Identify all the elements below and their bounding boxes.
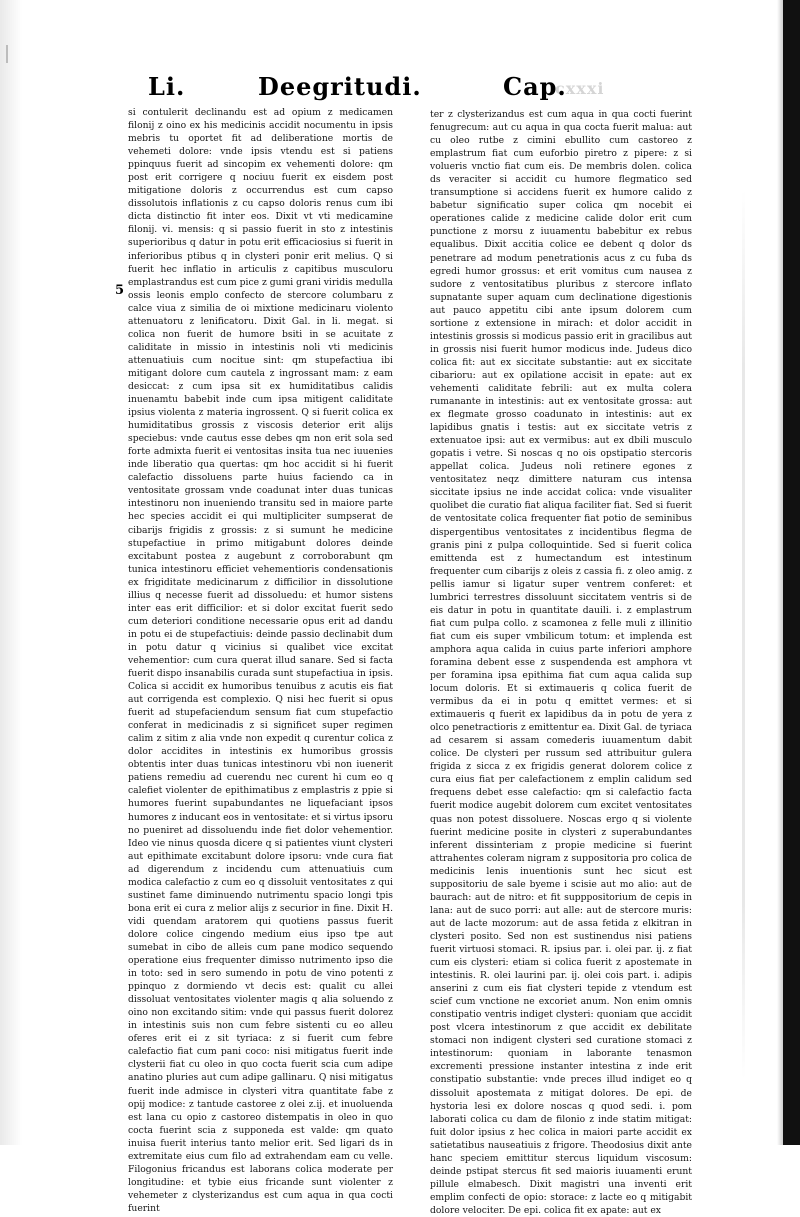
page-edge (783, 0, 800, 1145)
text-column-right (430, 108, 692, 1216)
folio-number: Li. (148, 72, 186, 101)
fold-shadow (742, 190, 745, 1080)
text-column-left (128, 106, 393, 1214)
column-left-text: si contulerit declinandu est ad opium z medicamen filonij z oino ex his medicinis accidit nocumentu in ipsis mebris tu oportet fit ad deliberatione mortis de vehemeti dolore: vnde ipsis vtendu est si patiens ppinquus fuerit ad sincopim ex vehementi dolore: qm post erit corrigere q nociuu fuerit ex eisdem post mitigatione doloris z occurrendus est cum capso dissolutois inflationis z cu capso doloris renus cum ibi dicta distinctio fit inter eos. Dixit vt vti medicamine filonij. vi. mensis: q si passio fuerit in sto z intestinis superioribus q datur in potu erit efficaciosius si fuerit in inferioribus ptibus q in clysteri ponir erit melius. Q si fuerit hec inflatio in articulis z capitibus musculoru emplastrandus est cum pice z gumi grani viridis medulla ossis leonis emplo confecto de stercore columbaru z calce viua z similia de oi mixtione medicinaru violento attenuatoru z lenificatoru. Dixit Gal. in li. megat. si colica non fuerit de humore bsiti in se acuitate z caliditate in missio in intestinis noli vti medicinis attenuatiuis cum nocitue sint: qm stupefactiua ibi mitigant dolore cum cautela z ingrossant mam: z eam desiccat: z cum ipsa sit ex humiditatibus calidis inuenamtu babebit inde cum ipsa mitigent caliditate ipsius violenta z materia ingrossent. Q si fuerit colica ex humiditatibus grossis z viscosis deterior erit alijs speciebus: vnde cautus esse debes qm non erit sola sed forte admixta fuerit ei ventositas insita tua nec iuuenies inde liberatio qua quertas: qm hoc accidit si hi fuerit calefactio dissoluens parte huius faciendo ca in ventositate grossam vnde coadunat inter duas tunicas intestinoru non inueniendo transitu sed in maiore parte hec species accidit ei qui multipliciter sumpserat de cibarijs frigidis z grossis: z si sumunt he medicine stupefactiue in primo mitigabunt dolores deinde excitabunt postea z augebunt z corroborabunt qm tunica intestinoru efficiet vehementioris condensationis ex frigiditate medicinarum z difficilior in dissolutione illius q necesse fuerit ad dissoluedu: et humor sistens inter eas erit difficilior: et si dolor excitat fuerit sedo cum deteriori conditione necessarie opus erit ad dandu in potu ei de stupefactiuis: deinde passio declinabit dum in potu datur q vicinius si qualibet vice excitat vehementior: cum cura querat illud sanare. Sed si facta fuerit dispo insanabilis curada sunt stupefactiua in ipsis. Colica si accidit ex humoribus tenuibus z acutis eis fiat aut corrigenda est complexio. Q nisi hec fuerit si opus fuerit ad stupefaciendum sensum fiat cum stupefactio conferat in medicinadis z si significet super regimen calim z sitim z alia vnde non expedit q curentur colica z dolor accidites in intestinis ex humoribus grossis obtentis inter duas tunicas intestinoru vbi non iuenerit patiens remediu ad cuerendu nec curent hi cum eo q calefiet violenter de epithimatibus z emplastris z ppie si humores fuerint supabundantes ne liquefaciant ipsos humores z inducant eos in ventositate: et si virtus ipsoru no pueniret ad dissoluendu inde fiet dolor vehementior. Ideo vie ninus quosda dicere q si patientes viunt clysteri aut epithimate excitabunt dolore ipsoru: vnde cura fiat ad digerendum z incidendu cum attenuatiuis cum modica calefactio z cum eo q dissoluit ventositates z qui sustinet fame diminuendo nutrimentu spacio longi tpis bona erit ei cura z melior alijs z securior in fine. Dixit H. vidi quendam aratorem qui quotiens passus fuerit dolore colice cingendo medium eius ipso tpe aut sumebat in cibo de alleis cum pane modico sequendo operatione eius frequenter dimisso nutrimento ipso die in toto: sed in sero sumendo in potu de vino potenti z ppinquo z dormiendo vt decis est: qualit cu allei dissoluat ventositates violenter magis q alia soluendo z oino non excitando sitim: vnde qui passus fuerit dolorez in intestinis suis non cum febre sistenti cu eo alleu oferes erit ei z sit tyriaca: z si fuerit cum febre calefactio fiat cum pani coco: nisi mitigatus fuerit inde clysterii fiat cu oleo in quo cocta fuerit scia cum adipe anatino pluries aut cum adipe gallinaru. Q nisi mitigatus fuerit inde admisce in clysteri vitra quantitate fabe z opij modice: z tantude castoree z olei z.ij. et inuoluenda est lana cu opio z castoreo distempatis in oleo in quo cocta fuerint scia z supponeda est valde: qm quato inuisa fuerit interius tanto melior erit. Sed ligari ds in extremitate eius cum filo ad extrahendam eam cu velle. Filogonius fricandus est laborans colica moderate per longitudine: et tybie eius fricande sunt violenter z vehemeter z clysterizandus est cum aqua in qua cocti fuerint (128, 107, 393, 1214)
chapter-marker: Cap. (503, 72, 567, 101)
column-right-text: ter z clysterizandus est cum aqua in qua cocti fuerint fenugrecum: aut cu aqua in qua cocta fuerit malua: aut cu oleo rutbe z cimini ebullito cum castoreo z emplastrum fiat cum euforbio piretro z pipere: z si volueris vnctio fiat cum eis. De membris dolen. colica ds veraciter si accidit cu humore flegmatico sed transumptione si accidens fuerit ex humore calido z babetur significatio super colica qm nocebit ei operationes calide z medicine calide dolor erit cum punctione z morsu z iuuamentu babebitur ex rebus equalibus. Dixit accitia colice ee debent q dolor ds penetrare ad modum penetrationis acus z cu fuba ds egredi humor grossus: et erit vomitus cum nausea z sudore z ventositatibus pluribus z stercore inflato supnatante super aquam cum declinatione digestionis aut pauco appetitu cibi ante ipsum dolorem cum sortione z extensione in mirach: et dolor accidit in intestinis grossis si modicus passio erit in gracilibus aut in grossis nisi fuerit humor modicus inde. Judeus dico colica fit: aut ex siccitate substantie: aut ex siccitate cibarioru: aut ex opilatione accisit in epate: aut ex vehementi caliditate febrili: aut ex multa colera rumanante in intestinis: aut ex ventositate grossa: aut ex flegmate grosso coadunato in intestinis: aut ex lapidibus gnatis i testis: aut ex siccitate vetris z extenuatoe ipsi: aut ex vermibus: aut ex dbili musculo gopatis i vetre. Si noscas q no ois opstipatio stercoris appellat colica. Judeus noli retinere egones z ventositatez neqz dimittere naturam cus intensa siccitate ipsius ne inde accidat colica: vnde visualiter quolibet die curatio fiat aliqua faciliter fiat. Sed si fuerit de ventositate colica frequenter fiat potio de seminibus dispergentibus ventositates z incidentibus flegma de granis pini z pulpa colloquintide. Sed si fuerit colica emittenda est z humectandum est intestinum frequenter cum cibarijs z oleis z cassia fi. z oleo amig. z pellis iamur si ligatur super ventrem conferet: et lumbrici terrestres dissoluunt siccitatem ventris si de eis datur in potu in quantitate dauili. i. z emplastrum fiat cum pulpa collo. z scamonea z felle muli z illinitio fiat cum eis super vmbilicum totum: et implenda est amphora aqua calida in cuius parte inferiori amphore foramina debent esse z suspendenda est amphora vt per foramina ipsa epithima fiat cum aqua calida sup locum doloris. Et si extimaueris q colica fuerit de vermibus da ei in potu q emittet vermes: et si extimaueris q fuerit ex lapidibus da in potu de yera z olco penetractioris z emittentur ea. Dixit Gal. de tyriaca ad cesarem si assam comederis iuuamentum dabit colice. De clysteri per russum sed attribuitur gulera frigida z sicca z ex frigidis generat dolorem colice z cura eius fiat per calefactionem z emplin calidum sed frequens debet esse calefactio: qm si calefactio facta fuerit modice augebit dolorem cum excitet ventositates quas non potest dissoluere. Noscas ergo q si violente fuerint medicine posite in clysteri z superabundantes inferent dissinteriam z propie medicine si fuerint attrahentes coleram nigram z suppositoria pro colica de medicinis lenis inuentionis sunt hec sicut est suppositoriu de sale byeme i scisie aut mo alio: aut de baurach: aut de nitro: et fit supppositorium de cepis in lana: aut de suco porri: aut alle: aut de stercore muris: aut de lacte mozorum: aut de assa fetida z elkitran in clysteri posito. Sed non est sustinendus nisi patiens fuerit virtuosi stomaci. R. ipsius par. i. olei par. ij. z fiat cum eis clysteri: etiam si colica fuerit z apostemate in intestinis. R. olei laurini par. ij. olei cois part. i. adipis anserini z cum eis fiat clysteri tepide z vtendum est scief cum vnctione ne excoriet anum. Non enim omnis constipatio ventris indiget clysteri: quoniam que accidit post vlcera intestinorum z que accidit ex debilitate stomaci non indigent clysteri sed curatione stomaci z intestinorum: quoniam in laborante tenasmon excrementi pressione instanter intestina z inde erit constipatio substantie: vnde preces illud indiget eo q dissoluit apostemata z mitigat dolores. De epi. de hystoria lesi ex dolore noscas q quod sedi. i. pom laborati colica cu dam de filonio z inde statim mitigat: fuit dolor ipsius z hec colica in maiori parte accidit ex satietatibus nauseatiuis z frigore. Theodosius dixit ante hanc speciem emittitur stercus liquidum viscosum: deinde pstipat stercus fit sed maioris iuuamenti erunt pillule elmabesch. Dixit magistri una inventi erit emplim confecti de opio: storace: z lacte eo q mitigabit dolore velociter. De epi. colica fit ex apate: aut ex (430, 109, 692, 1216)
margin-note: 5 (115, 283, 125, 298)
show-through-text: cxxxi (555, 79, 605, 98)
gutter-mark (6, 45, 16, 63)
gutter-shadow (0, 0, 22, 1145)
running-title: Deegritudi. (258, 72, 422, 101)
